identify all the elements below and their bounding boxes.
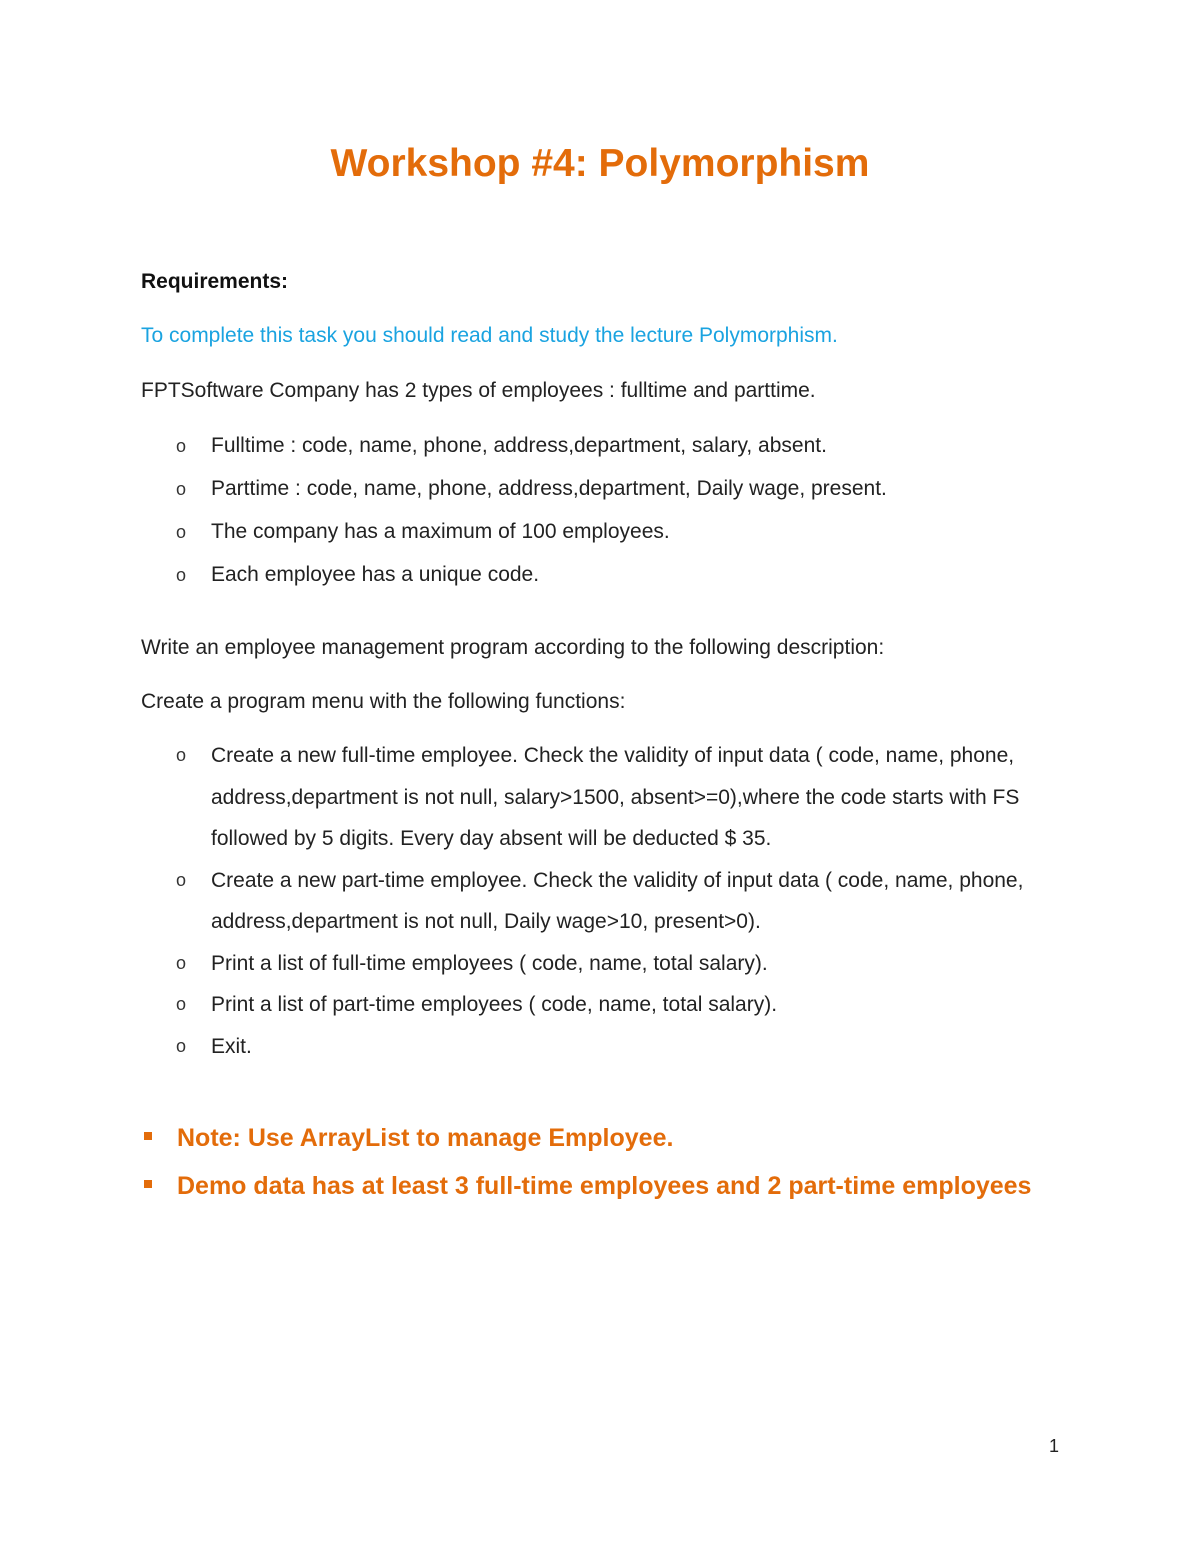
list-item: [141, 943, 1081, 985]
note-text: Note: Use ArrayList to manage Employee.: [177, 1124, 674, 1152]
circle-bullet-icon: o: [176, 522, 187, 542]
note-text: Demo data has at least 3 full-time employees and 2 part-time employees: [177, 1172, 1032, 1200]
list-item-text: The company has a maximum of 100 employees.: [211, 520, 670, 543]
list-item-text: Print a list of part-time employees ( code, name, total salary).: [211, 993, 778, 1016]
list-item-text: Create a new full-time employee. Check the validity of input data ( code, name, phone, address,department is not null, salary>1500, absent>=0),where the code starts with FS followed by 5 digits. Every day absent will be deducted $ 35.: [211, 744, 1020, 850]
list-item: [141, 735, 1081, 860]
list-item: [141, 984, 1081, 1026]
square-bullet-icon: [144, 1180, 152, 1188]
circle-bullet-icon: o: [176, 479, 187, 499]
circle-bullet-icon: o: [176, 869, 187, 890]
square-bullet-icon: [144, 1132, 152, 1140]
list-item-text: Exit.: [211, 1034, 252, 1058]
circle-bullet-icon: o: [176, 994, 187, 1014]
list-item-text: Print a list of full-time employees ( code, name, total salary).: [211, 951, 768, 975]
list-item: [141, 860, 1081, 943]
menu-functions-list: [141, 735, 1081, 1067]
list-item: [141, 518, 1081, 546]
list-item-text: Create a new part-time employee. Check the validity of input data ( code, name, phone, address,department is not null, Daily wage>10, present>0).: [211, 868, 1024, 933]
page-number: 1: [1048, 1436, 1059, 1456]
circle-bullet-icon: o: [176, 1035, 187, 1056]
program-description: Write an employee management program according to the following description:: [141, 636, 885, 659]
company-description: FPTSoftware Company has 2 types of employees : fulltime and parttime.: [141, 379, 816, 402]
requirements-heading: Requirements:: [141, 270, 289, 293]
list-item-text: Each employee has a unique code.: [211, 563, 540, 586]
document-title: Workshop #4: Polymorphism: [330, 142, 870, 185]
circle-bullet-icon: o: [176, 436, 187, 456]
employee-facts-list: [141, 432, 1081, 604]
menu-description: Create a program menu with the following functions:: [141, 690, 626, 713]
note-item: [141, 1121, 1141, 1155]
list-item: [141, 1026, 1081, 1068]
list-item-text: Fulltime : code, name, phone, address,department, salary, absent.: [211, 434, 827, 457]
note-item: [141, 1169, 1141, 1203]
intro-note: To complete this task you should read and study the lecture Polymorphism.: [141, 324, 838, 347]
list-item: [141, 432, 1081, 460]
list-item: [141, 475, 1081, 503]
list-item: [141, 561, 1081, 589]
circle-bullet-icon: o: [176, 745, 187, 765]
circle-bullet-icon: o: [176, 952, 187, 973]
list-item-text: Parttime : code, name, phone, address,department, Daily wage, present.: [211, 477, 887, 500]
circle-bullet-icon: o: [176, 565, 187, 585]
notes-list: [141, 1121, 1141, 1217]
